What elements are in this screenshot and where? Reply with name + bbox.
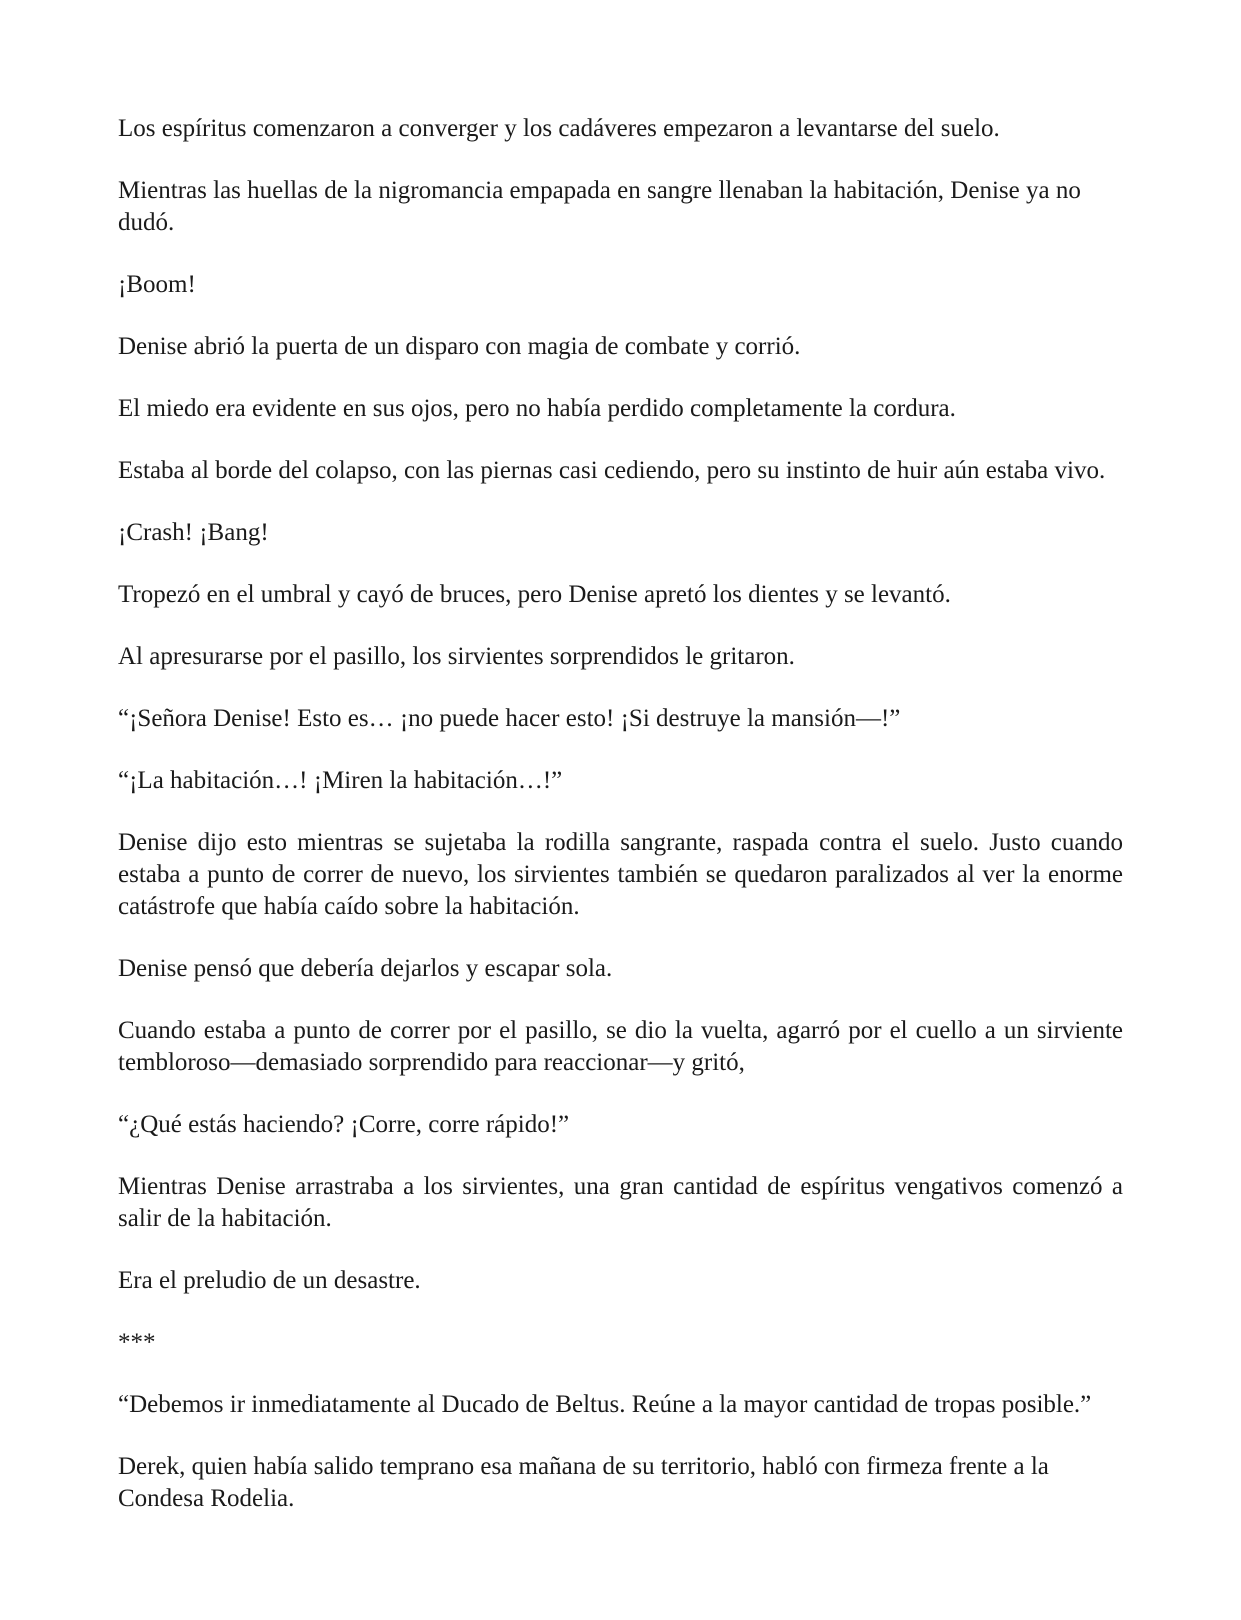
paragraph: Al apresurarse por el pasillo, los sirvientes sorprendidos le gritaron.: [118, 643, 795, 670]
paragraph: Derek, quien había salido temprano esa mañana de su territorio, habló con firmeza frente a la Condesa Rodelia.: [118, 1453, 1049, 1512]
paragraph: Denise dijo esto mientras se sujetaba la rodilla sangrante, raspada contra el suelo. Justo cuando estaba a punto de correr de nuevo, los sirvientes también se quedaron paralizados al ver la enorme catástrofe que había caído sobre la habitación.: [118, 829, 1123, 920]
paragraph: “¿Qué estás haciendo? ¡Corre, corre rápido!”: [118, 1111, 570, 1138]
paragraph: Denise abrió la puerta de un disparo con magia de combate y corrió.: [118, 333, 801, 360]
paragraph: El miedo era evidente en sus ojos, pero no había perdido completamente la cordura.: [118, 395, 956, 422]
paragraph: Mientras Denise arrastraba a los sirvientes, una gran cantidad de espíritus vengativos comenzó a salir de la habitación.: [118, 1173, 1123, 1232]
paragraph: “¡La habitación…! ¡Miren la habitación…!”: [118, 767, 563, 794]
section-separator: ***: [118, 1329, 156, 1356]
paragraph: “Debemos ir inmediatamente al Ducado de Beltus. Reúne a la mayor cantidad de tropas posible.”: [118, 1391, 1092, 1418]
paragraph: Era el preludio de un desastre.: [118, 1267, 421, 1294]
paragraph: Denise pensó que debería dejarlos y escapar sola.: [118, 955, 613, 982]
paragraph: ¡Boom!: [118, 271, 196, 298]
paragraph: Cuando estaba a punto de correr por el pasillo, se dio la vuelta, agarró por el cuello a un sirviente tembloroso—demasiado sorprendido para reaccionar—y gritó,: [118, 1017, 1123, 1076]
paragraph: Los espíritus comenzaron a converger y los cadáveres empezaron a levantarse del suelo.: [118, 115, 1000, 142]
document-page: [118, 113, 1123, 1545]
paragraph: “¡Señora Denise! Esto es… ¡no puede hacer esto! ¡Si destruye la mansión—!”: [118, 705, 901, 732]
paragraph: ¡Crash! ¡Bang!: [118, 519, 269, 546]
paragraph: Mientras las huellas de la nigromancia empapada en sangre llenaban la habitación, Denise ya no dudó.: [118, 177, 1081, 236]
paragraph: Estaba al borde del colapso, con las piernas casi cediendo, pero su instinto de huir aún estaba vivo.: [118, 457, 1106, 484]
paragraph: Tropezó en el umbral y cayó de bruces, pero Denise apretó los dientes y se levantó.: [118, 581, 951, 608]
